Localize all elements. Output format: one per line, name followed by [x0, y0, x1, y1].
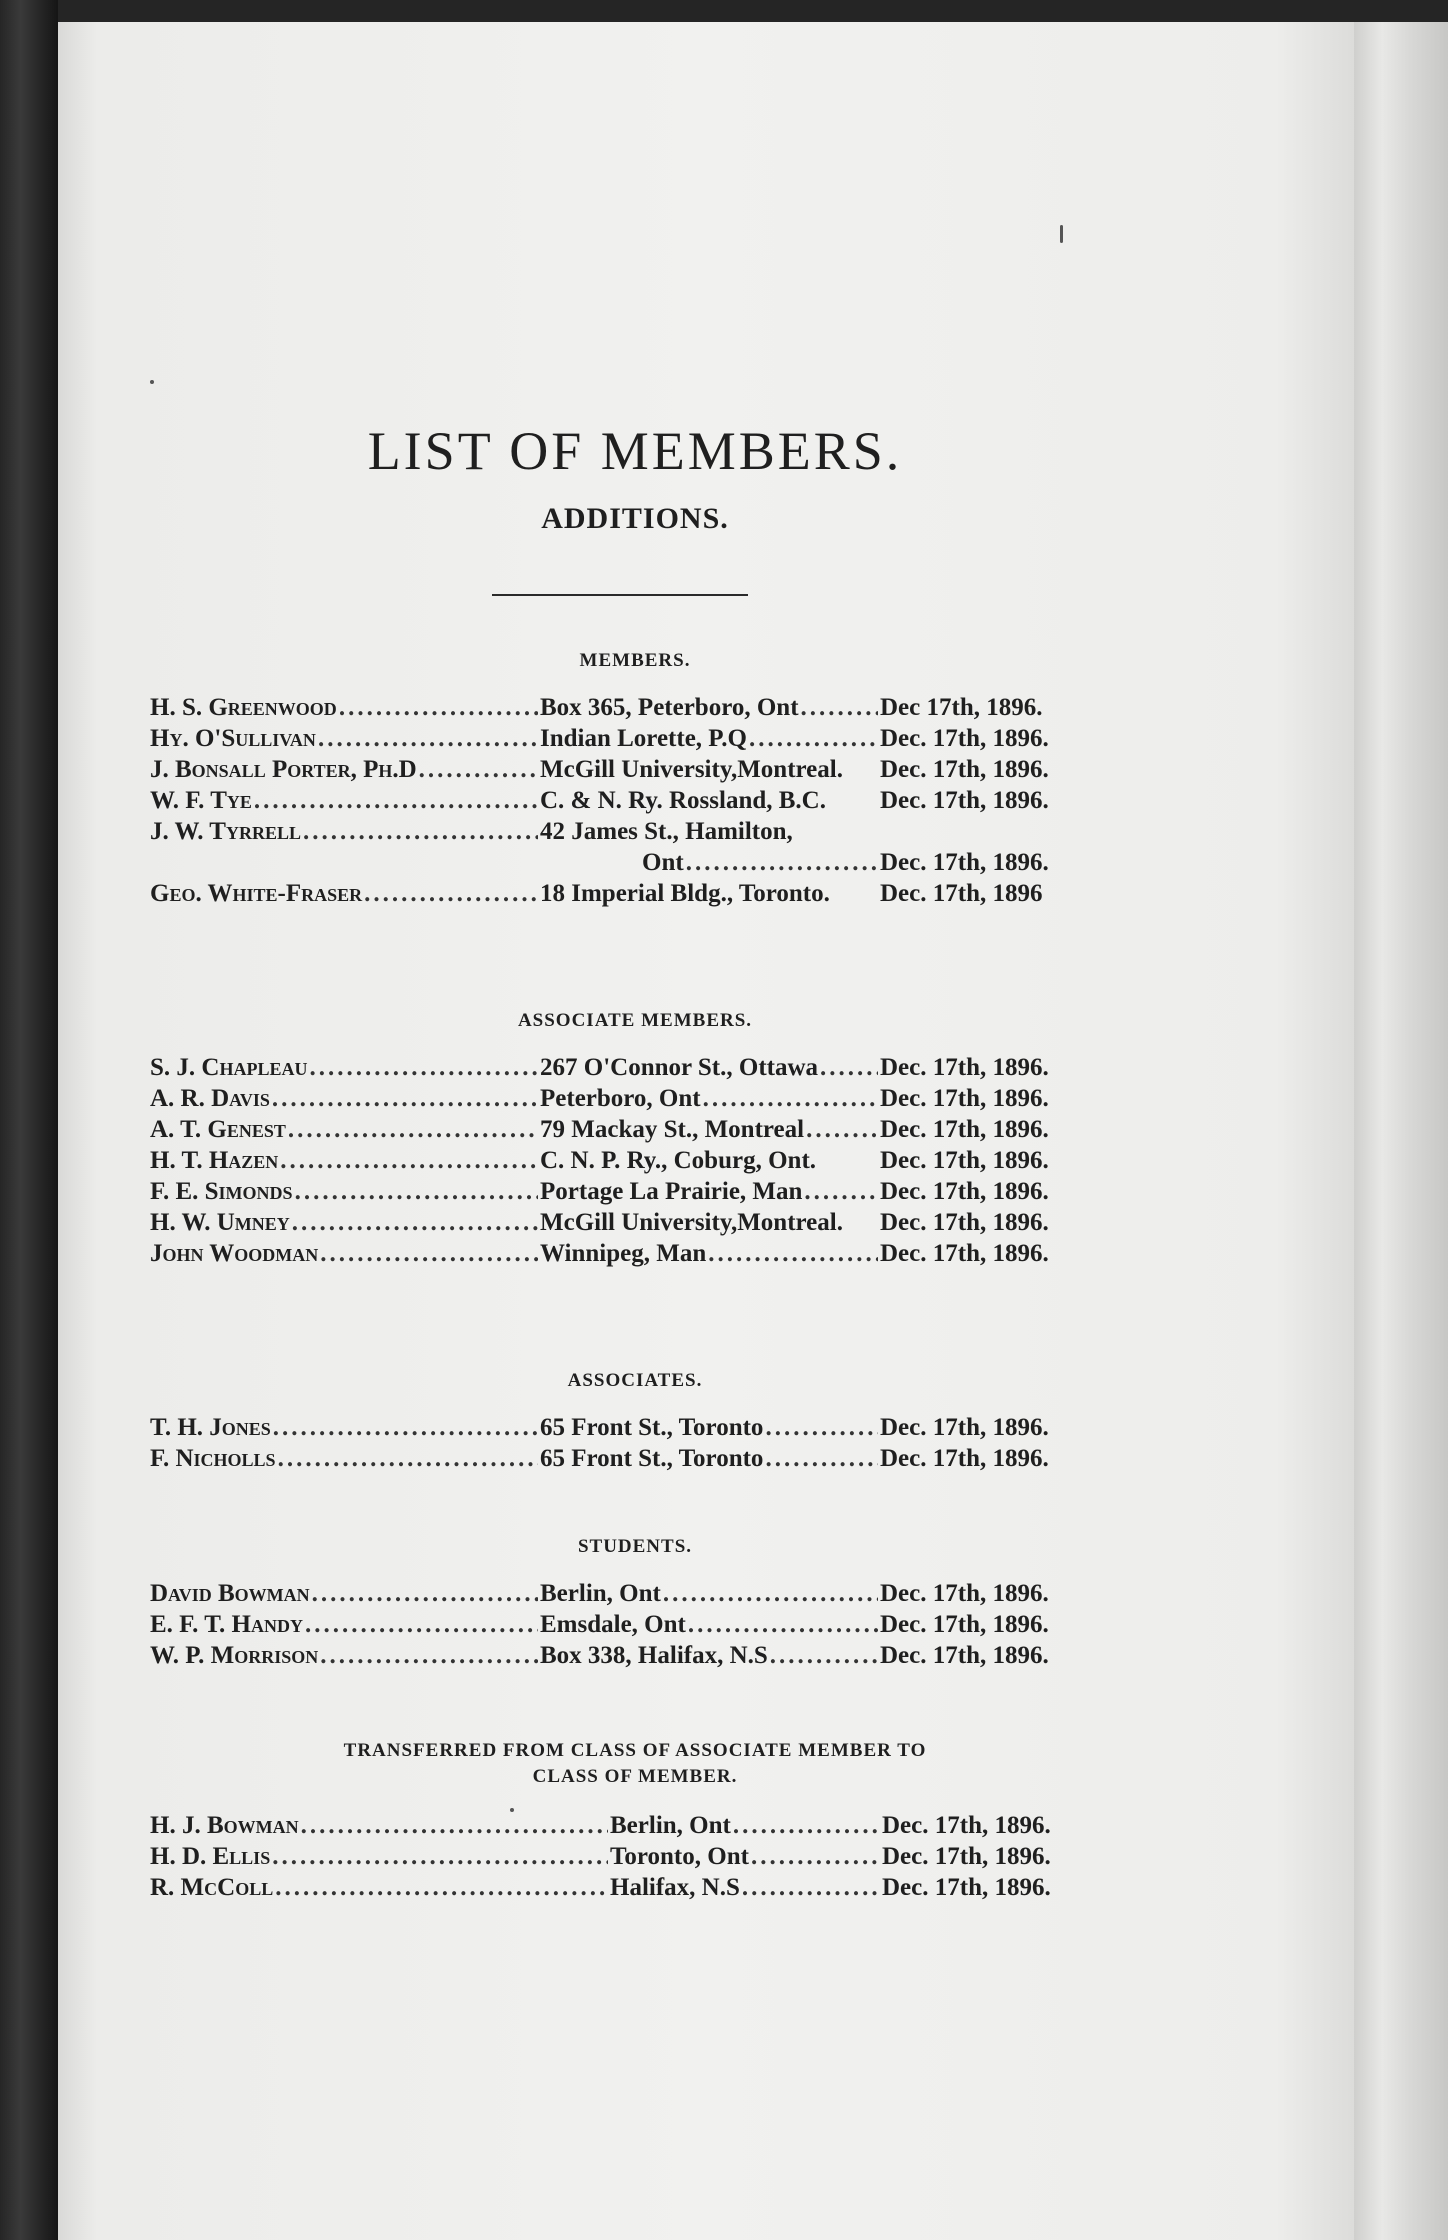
member-name: H. D. Ellis [150, 1843, 271, 1870]
section-heading: ASSOCIATE MEMBERS. [517, 1010, 753, 1031]
member-name: A. R. Davis [150, 1085, 270, 1112]
scan-top-border [0, 0, 1448, 22]
member-name: H. J. Bowman [150, 1812, 299, 1839]
list-item-continuation [150, 847, 1120, 878]
list-item [150, 785, 1120, 816]
member-date: Dec. 17th, 1896 [880, 880, 1043, 907]
list-item [150, 692, 1120, 723]
list-item [150, 1578, 1120, 1609]
member-address: Berlin, Ont [610, 1812, 731, 1839]
member-address: Portage La Prairie, Man [540, 1178, 803, 1205]
page-stack-edge [1354, 22, 1448, 2240]
member-address: 65 Front St., Toronto [540, 1445, 764, 1472]
member-address: Emsdale, Ont [540, 1611, 686, 1638]
member-address: Peterboro, Ont [540, 1085, 701, 1112]
member-address: C. N. P. Ry., Coburg, Ont. [540, 1147, 817, 1174]
member-address: 42 James St., Hamilton, [540, 818, 793, 845]
list-item [150, 1207, 1120, 1238]
member-date: Dec. 17th, 1896. [880, 787, 1049, 814]
member-date: Dec. 17th, 1896. [880, 849, 1049, 876]
member-address: McGill University,Montreal. [540, 1209, 843, 1236]
member-name: H. S. Greenwood [150, 694, 337, 721]
facing-page-edge [0, 0, 58, 2240]
member-name: T. H. Jones [150, 1414, 271, 1441]
list-item [150, 1238, 1120, 1269]
member-address: Berlin, Ont [540, 1580, 661, 1607]
member-name: E. F. T. Handy [150, 1611, 303, 1638]
member-date: Dec 17th, 1896. [880, 694, 1043, 721]
member-date: Dec. 17th, 1896. [880, 756, 1049, 783]
section-students [150, 1536, 1120, 1671]
section-heading: STUDENTS. [577, 1536, 693, 1557]
scan-speck [1060, 225, 1063, 243]
section-heading: MEMBERS. [579, 650, 691, 671]
list-item [150, 1640, 1120, 1671]
list-item [150, 1609, 1120, 1640]
member-name: S. J. Chapleau [150, 1054, 308, 1081]
member-name: H. T. Hazen [150, 1147, 279, 1174]
list-item [150, 878, 1120, 909]
member-name: John Woodman [150, 1240, 319, 1267]
member-date: Dec. 17th, 1896. [880, 1240, 1049, 1267]
member-name: A. T. Genest [150, 1116, 286, 1143]
member-date: Dec. 17th, 1896. [880, 1054, 1049, 1081]
member-address: 267 O'Connor St., Ottawa [540, 1054, 819, 1081]
member-name: David Bowman [150, 1580, 310, 1607]
member-name: Hy. O'Sullivan [150, 725, 316, 752]
scan-speck [150, 380, 154, 384]
member-name: H. W. Umney [150, 1209, 290, 1236]
member-address: Indian Lorette, P.Q [540, 725, 747, 752]
member-address: Halifax, N.S [610, 1874, 740, 1901]
section-transferred [150, 1738, 1120, 1903]
section-heading: ASSOCIATES. [567, 1370, 703, 1391]
member-date: Dec. 17th, 1896. [882, 1843, 1051, 1870]
member-address: Toronto, Ont [610, 1843, 749, 1870]
member-date: Dec. 17th, 1896. [880, 1445, 1049, 1472]
section-associates [150, 1370, 1120, 1474]
list-item [150, 1810, 1120, 1841]
list-item [150, 816, 1120, 847]
member-date: Dec. 17th, 1896. [880, 1642, 1049, 1669]
member-date: Dec. 17th, 1896. [880, 1178, 1049, 1205]
member-name: W. F. Tye [150, 787, 252, 814]
member-address: McGill University,Montreal. [540, 756, 843, 783]
member-address: 65 Front St., Toronto [540, 1414, 764, 1441]
member-date: Dec. 17th, 1896. [882, 1874, 1051, 1901]
section-heading: TRANSFERRED FROM CLASS OF ASSOCIATE MEMBER TO CLASS OF MEMBER. [343, 1740, 927, 1787]
member-name: F. Nicholls [150, 1445, 276, 1472]
list-item [150, 1052, 1120, 1083]
list-item [150, 1872, 1120, 1903]
section-members [150, 650, 1120, 909]
page-title: LIST OF MEMBERS. [367, 421, 903, 481]
member-name: W. P. Morrison [150, 1642, 319, 1669]
member-date: Dec. 17th, 1896. [880, 1147, 1049, 1174]
member-name: R. McColl [150, 1874, 274, 1901]
list-item [150, 1443, 1120, 1474]
member-name: J. W. Tyrrell [150, 818, 301, 845]
list-item [150, 1145, 1120, 1176]
member-address: Winnipeg, Man [540, 1240, 707, 1267]
member-address: Box 365, Peterboro, Ont [540, 694, 799, 721]
list-item [150, 1083, 1120, 1114]
list-item [150, 1114, 1120, 1145]
member-address: 79 Mackay St., Montreal [540, 1116, 805, 1143]
scan-speck [510, 1808, 514, 1812]
member-date: Dec. 17th, 1896. [880, 1116, 1049, 1143]
list-item [150, 1841, 1120, 1872]
member-date: Dec. 17th, 1896. [880, 1085, 1049, 1112]
list-item [150, 723, 1120, 754]
list-item [150, 1176, 1120, 1207]
page-subtitle: ADDITIONS. [541, 502, 729, 535]
member-date: Dec. 17th, 1896. [880, 1611, 1049, 1638]
member-date: Dec. 17th, 1896. [880, 1580, 1049, 1607]
member-date: Dec. 17th, 1896. [880, 1414, 1049, 1441]
member-date: Dec. 17th, 1896. [880, 1209, 1049, 1236]
member-date: Dec. 17th, 1896. [882, 1812, 1051, 1839]
member-name: F. E. Simonds [150, 1178, 293, 1205]
member-address: Box 338, Halifax, N.S [540, 1642, 768, 1669]
member-address-cont: Ont [642, 849, 684, 876]
section-associate-members [150, 1010, 1120, 1269]
list-item [150, 1412, 1120, 1443]
member-name: J. Bonsall Porter, Ph.D [150, 756, 417, 783]
member-address: C. & N. Ry. Rossland, B.C. [540, 787, 826, 814]
divider-rule [492, 594, 748, 596]
member-address: 18 Imperial Bldg., Toronto. [540, 880, 830, 907]
member-name: Geo. White-Fraser [150, 880, 363, 907]
list-item [150, 754, 1120, 785]
member-date: Dec. 17th, 1896. [880, 725, 1049, 752]
